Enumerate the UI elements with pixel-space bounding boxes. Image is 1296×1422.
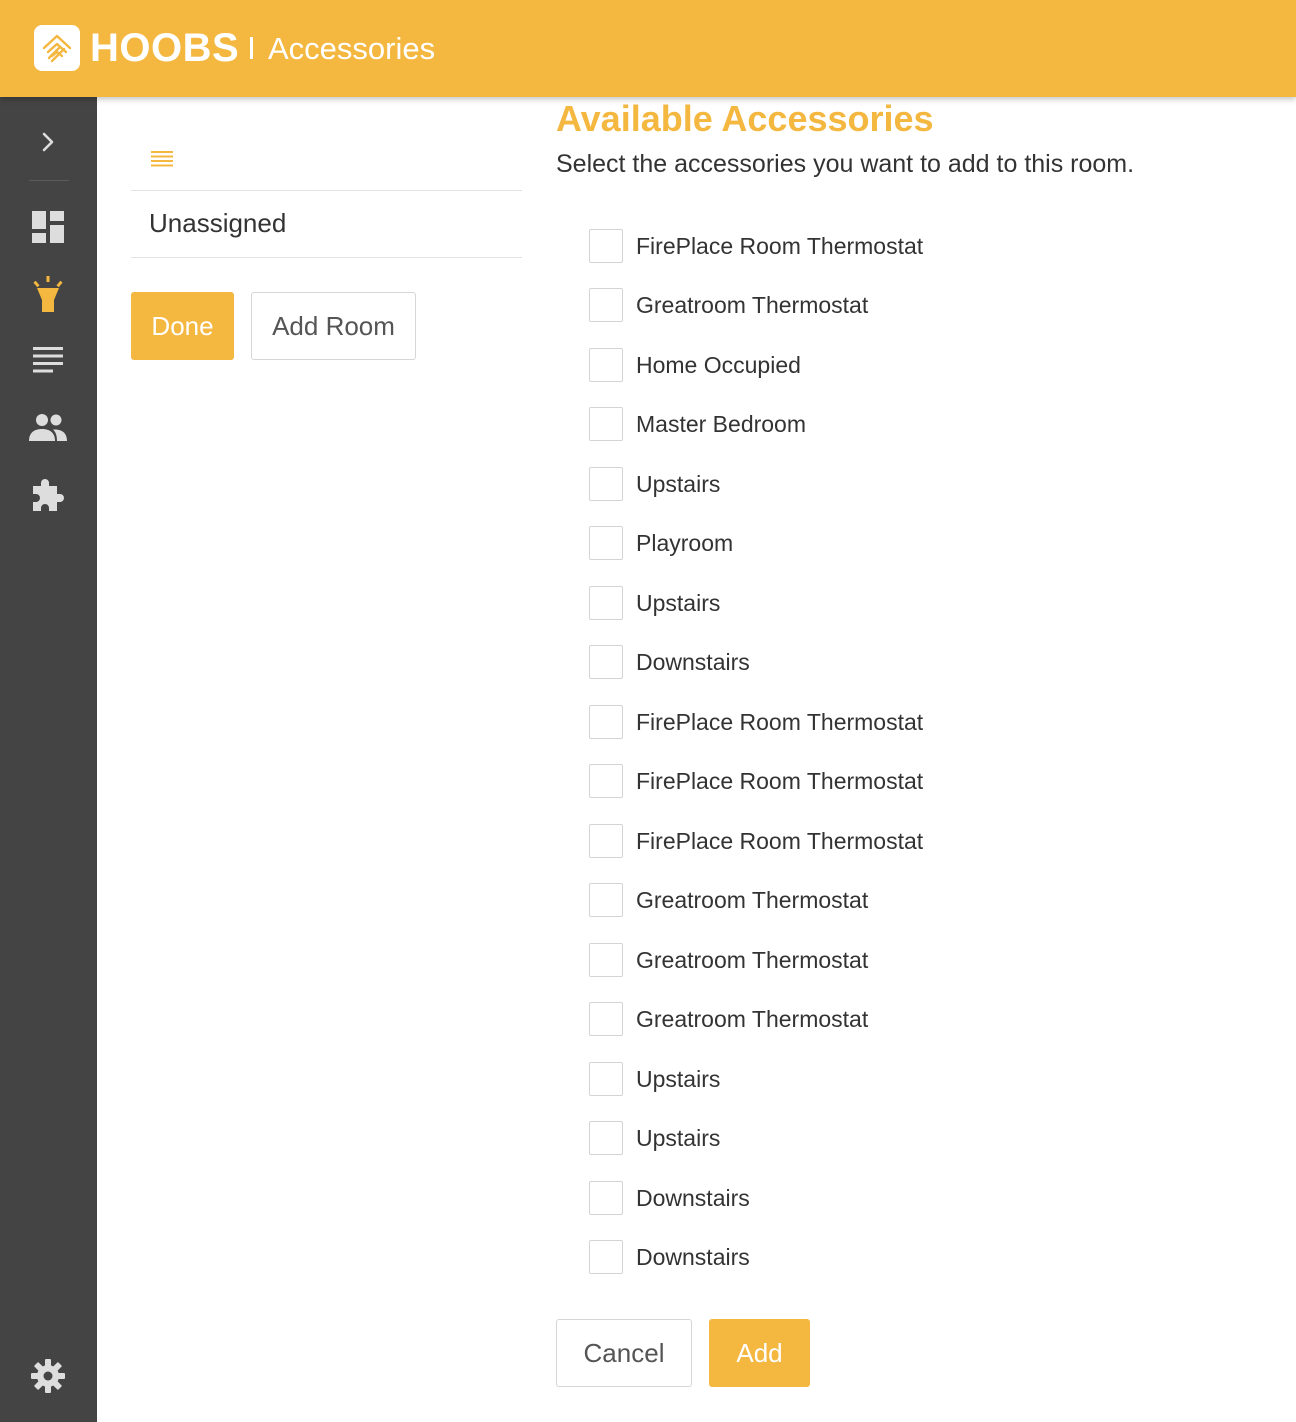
sidebar-item-users[interactable]: [23, 402, 73, 452]
list-item[interactable]: [589, 1173, 1149, 1233]
accessory-checkbox[interactable]: [589, 288, 623, 322]
light-icon: [32, 276, 64, 314]
accessory-checkbox[interactable]: [589, 1002, 623, 1036]
list-item[interactable]: [589, 578, 1149, 638]
accessory-label: Upstairs: [636, 1125, 721, 1152]
sidebar-divider: [29, 180, 69, 181]
room-divider: [131, 190, 522, 191]
accessory-checkbox[interactable]: [589, 407, 623, 441]
sidebar-expand-button[interactable]: [23, 117, 73, 167]
room-item-unassigned[interactable]: Unassigned: [149, 208, 287, 238]
accessory-label: Upstairs: [636, 589, 721, 616]
list-item[interactable]: [589, 221, 1149, 281]
available-accessories-subtitle: Select the accessories you want to add to this room.: [556, 150, 1135, 178]
header-separator: [250, 37, 253, 59]
drag-handle-icon: [151, 149, 175, 169]
gear-icon: [30, 1358, 66, 1394]
done-button[interactable]: Done: [131, 292, 234, 360]
list-item[interactable]: [589, 340, 1149, 400]
available-accessories-title: Available Accessories: [556, 98, 934, 139]
accessory-checkbox[interactable]: [589, 943, 623, 977]
accessory-label: Greatroom Thermostat: [636, 887, 869, 914]
reorder-handle[interactable]: [151, 149, 175, 169]
list-item[interactable]: [589, 935, 1149, 995]
accessory-label: Playroom: [636, 530, 734, 557]
accessory-checkbox[interactable]: [589, 705, 623, 739]
list-item[interactable]: [589, 1233, 1149, 1293]
accessory-label: FirePlace Room Thermostat: [636, 232, 924, 259]
puzzle-icon: [30, 476, 66, 512]
add-button[interactable]: Add: [709, 1319, 810, 1387]
accessory-label: Upstairs: [636, 1065, 721, 1092]
accessory-checkbox[interactable]: [589, 824, 623, 858]
accessory-list: [589, 221, 1149, 1292]
list-item[interactable]: [589, 995, 1149, 1055]
list-item[interactable]: [589, 400, 1149, 460]
sidebar-item-settings[interactable]: [23, 1351, 73, 1401]
accessory-label: FirePlace Room Thermostat: [636, 708, 924, 735]
log-icon: [33, 347, 63, 373]
accessory-label: Downstairs: [636, 1244, 750, 1271]
sidebar-item-plugins[interactable]: [23, 469, 73, 519]
accessory-checkbox[interactable]: [589, 883, 623, 917]
accessory-checkbox[interactable]: [589, 586, 623, 620]
list-item[interactable]: [589, 697, 1149, 757]
accessory-label: FirePlace Room Thermostat: [636, 827, 924, 854]
accessory-checkbox[interactable]: [589, 1240, 623, 1274]
accessory-label: Greatroom Thermostat: [636, 292, 869, 319]
list-item[interactable]: [589, 816, 1149, 876]
chevron-right-icon: [36, 130, 60, 154]
hoobs-logo-icon: [40, 31, 74, 65]
page-title: Accessories: [268, 31, 436, 66]
app-header: [0, 0, 1296, 97]
hoobs-logo[interactable]: [34, 25, 80, 71]
accessory-label: Greatroom Thermostat: [636, 1006, 869, 1033]
list-item[interactable]: [589, 1114, 1149, 1174]
brand-name: HOOBS: [90, 26, 240, 70]
room-divider: [131, 257, 522, 258]
list-item[interactable]: [589, 459, 1149, 519]
accessory-checkbox[interactable]: [589, 229, 623, 263]
sidebar-item-log[interactable]: [23, 335, 73, 385]
accessory-label: Downstairs: [636, 649, 750, 676]
accessory-checkbox[interactable]: [589, 1181, 623, 1215]
accessory-label: Master Bedroom: [636, 411, 807, 438]
accessory-checkbox[interactable]: [589, 764, 623, 798]
list-item[interactable]: [589, 876, 1149, 936]
accessory-checkbox[interactable]: [589, 467, 623, 501]
list-item[interactable]: [589, 757, 1149, 817]
sidebar-item-dashboard[interactable]: [23, 202, 73, 252]
sidebar: [0, 97, 97, 1422]
cancel-button[interactable]: Cancel: [556, 1319, 692, 1387]
sidebar-item-accessories[interactable]: [23, 270, 73, 320]
accessory-label: Greatroom Thermostat: [636, 946, 869, 973]
users-icon: [28, 413, 68, 441]
accessory-label: Home Occupied: [636, 351, 801, 378]
list-item[interactable]: [589, 519, 1149, 579]
dashboard-icon: [32, 211, 64, 243]
accessory-checkbox[interactable]: [589, 1121, 623, 1155]
accessory-label: FirePlace Room Thermostat: [636, 768, 924, 795]
accessory-label: Upstairs: [636, 470, 721, 497]
accessory-checkbox[interactable]: [589, 348, 623, 382]
accessory-checkbox[interactable]: [589, 1062, 623, 1096]
add-room-button[interactable]: Add Room: [251, 292, 416, 360]
accessory-checkbox[interactable]: [589, 645, 623, 679]
accessory-label: Downstairs: [636, 1184, 750, 1211]
accessory-checkbox[interactable]: [589, 526, 623, 560]
list-item[interactable]: [589, 1054, 1149, 1114]
list-item[interactable]: [589, 281, 1149, 341]
list-item[interactable]: [589, 638, 1149, 698]
